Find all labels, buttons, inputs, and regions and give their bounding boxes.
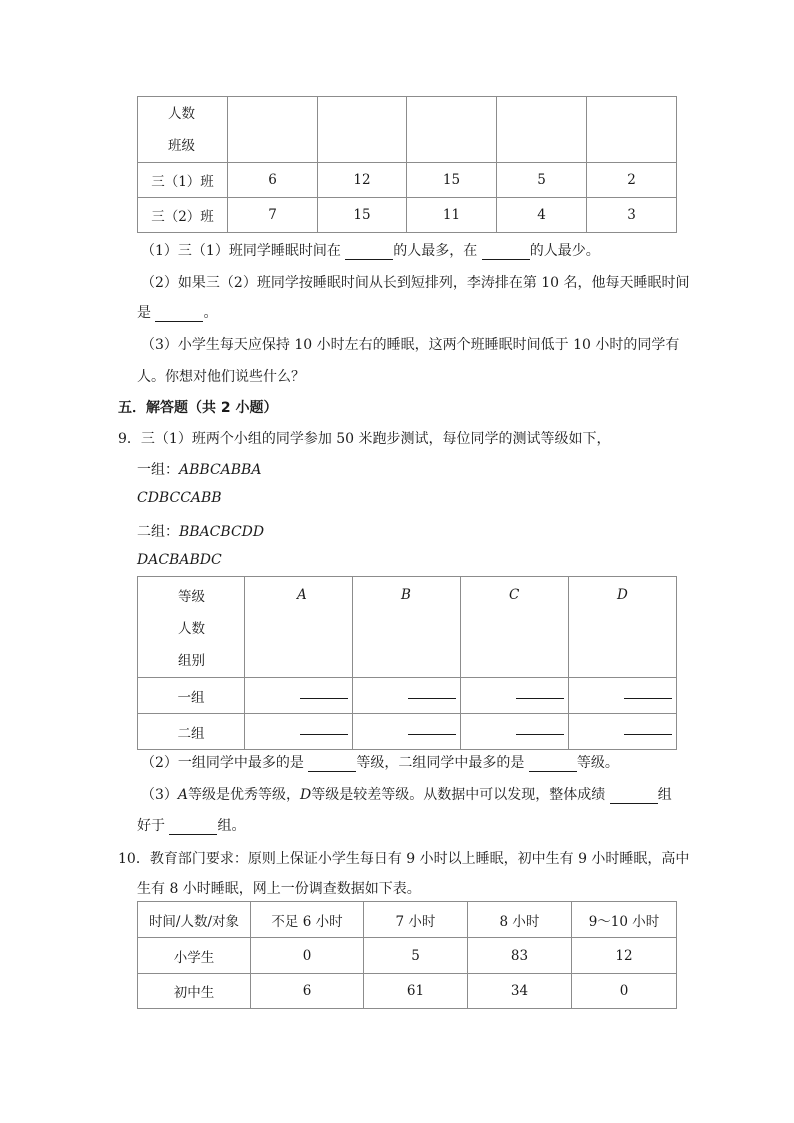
table-cell: 15 (318, 198, 407, 233)
header-line: 组别 (178, 653, 205, 669)
table-cell (318, 97, 407, 163)
table-row (138, 974, 677, 1009)
answer-blank[interactable] (624, 686, 672, 699)
table-cell: 5 (364, 938, 468, 974)
table-cell: 0 (572, 974, 677, 1009)
table-cell (407, 97, 497, 163)
row-label: 小学生 (138, 938, 251, 974)
header-bottom: 班级 (168, 137, 195, 154)
answer-blank[interactable] (155, 307, 203, 322)
answer-cell[interactable] (569, 714, 677, 750)
table-header-row (138, 902, 677, 938)
answer-blank[interactable] (300, 686, 348, 699)
answer-blank[interactable] (610, 789, 658, 804)
answer-cell[interactable] (353, 678, 461, 714)
q9-group2-line2: DACBABDC (137, 552, 222, 568)
table-cell: 2 (587, 163, 677, 198)
table-cell: 6 (251, 974, 364, 1009)
table-row (138, 198, 677, 233)
table-cell: 7 (228, 198, 318, 233)
table-cell: 0 (251, 938, 364, 974)
answer-cell[interactable] (245, 678, 353, 714)
column-header: 9～10 小时 (572, 902, 677, 938)
q9-part3-line2: 好于 组。 (137, 818, 246, 834)
row-label: 三（2）班 (138, 198, 228, 233)
table-row (138, 163, 677, 198)
table-cell: 11 (407, 198, 497, 233)
table-cell: 83 (468, 938, 572, 974)
q9-part2: （2）一组同学中最多的是 等级，二组同学中最多的是 等级。 (141, 755, 619, 771)
answer-blank[interactable] (482, 245, 530, 260)
table-cell: 12 (318, 163, 407, 198)
answer-blank[interactable] (624, 722, 672, 735)
q8-part1: （1）三（1）班同学睡眠时间在 的人最多，在 的人最少。 (141, 243, 600, 259)
section-title: 五．解答题（共 2 小题） (118, 400, 278, 416)
q8-part3-line1: （3）小学生每天应保持 10 小时左右的睡眠，这两个班睡眠时间低于 10 小时的同学有 (141, 337, 680, 353)
answer-blank[interactable] (300, 722, 348, 735)
table-cell: 61 (364, 974, 468, 1009)
header-cell (138, 97, 228, 163)
header-top: 人数 (168, 105, 195, 122)
column-header: 不足 6 小时 (251, 902, 364, 938)
header-cell (138, 577, 245, 678)
q8-part2-line2: 是 。 (137, 305, 218, 321)
table-cell: 34 (468, 974, 572, 1009)
table-cell (587, 97, 677, 163)
q10-stem-line2: 生有 8 小时睡眠，网上一份调查数据如下表。 (137, 881, 421, 897)
answer-cell[interactable] (461, 714, 569, 750)
table-row (138, 938, 677, 974)
sleep-survey-table (137, 901, 677, 1009)
q9-group1-line1: 一组：ABBCABBA (137, 462, 262, 478)
answer-blank[interactable] (308, 757, 356, 772)
row-label: 初中生 (138, 974, 251, 1009)
answer-blank[interactable] (516, 686, 564, 699)
q8-part3-line2: 人。你想对他们说些什么？ (137, 369, 305, 385)
column-header: 时间/人数/对象 (138, 902, 251, 938)
q9-group1-line2: CDBCCABB (137, 490, 222, 506)
table-cell (228, 97, 318, 163)
answer-blank[interactable] (516, 722, 564, 735)
grade-header: B (353, 577, 461, 678)
table-cell (497, 97, 587, 163)
table-row (138, 678, 677, 714)
grade-header: C (461, 577, 569, 678)
answer-cell[interactable] (245, 714, 353, 750)
row-label: 二组 (138, 714, 245, 750)
grade-header: D (569, 577, 677, 678)
answer-blank[interactable] (408, 686, 456, 699)
q9-stem: 9．三（1）班两个小组的同学参加 50 米跑步测试，每位同学的测试等级如下， (118, 431, 611, 447)
table-cell: 15 (407, 163, 497, 198)
row-label: 三（1）班 (138, 163, 228, 198)
table-cell: 12 (572, 938, 677, 974)
answer-blank[interactable] (408, 722, 456, 735)
table-cell: 3 (587, 198, 677, 233)
grade-header: A (245, 577, 353, 678)
column-header: 8 小时 (468, 902, 572, 938)
row-label: 一组 (138, 678, 245, 714)
answer-cell[interactable] (569, 678, 677, 714)
q9-part3-line1: （3）A等级是优秀等级，D等级是较差等级。从数据中可以发现，整体成绩 组 (141, 787, 672, 803)
answer-blank[interactable] (169, 820, 217, 835)
answer-blank[interactable] (345, 245, 393, 260)
header-line: 等级 (178, 589, 205, 605)
answer-cell[interactable] (461, 678, 569, 714)
answer-blank[interactable] (529, 757, 577, 772)
table-row (138, 714, 677, 750)
table-cell: 4 (497, 198, 587, 233)
grade-table (137, 576, 677, 750)
q10-stem-line1: 10．教育部门要求：原则上保证小学生每日有 9 小时以上睡眠，初中生有 9 小时睡眠，高中 (118, 851, 690, 867)
q8-part2-line1: （2）如果三（2）班同学按睡眠时间从长到短排列，李涛排在第 10 名，他每天睡眠时间 (141, 275, 690, 291)
header-line: 人数 (178, 621, 205, 637)
answer-cell[interactable] (353, 714, 461, 750)
q9-group2-line1: 二组：BBACBCDD (137, 524, 265, 540)
sleep-table-class3 (137, 96, 677, 233)
column-header: 7 小时 (364, 902, 468, 938)
table-cell: 6 (228, 163, 318, 198)
table-cell: 5 (497, 163, 587, 198)
